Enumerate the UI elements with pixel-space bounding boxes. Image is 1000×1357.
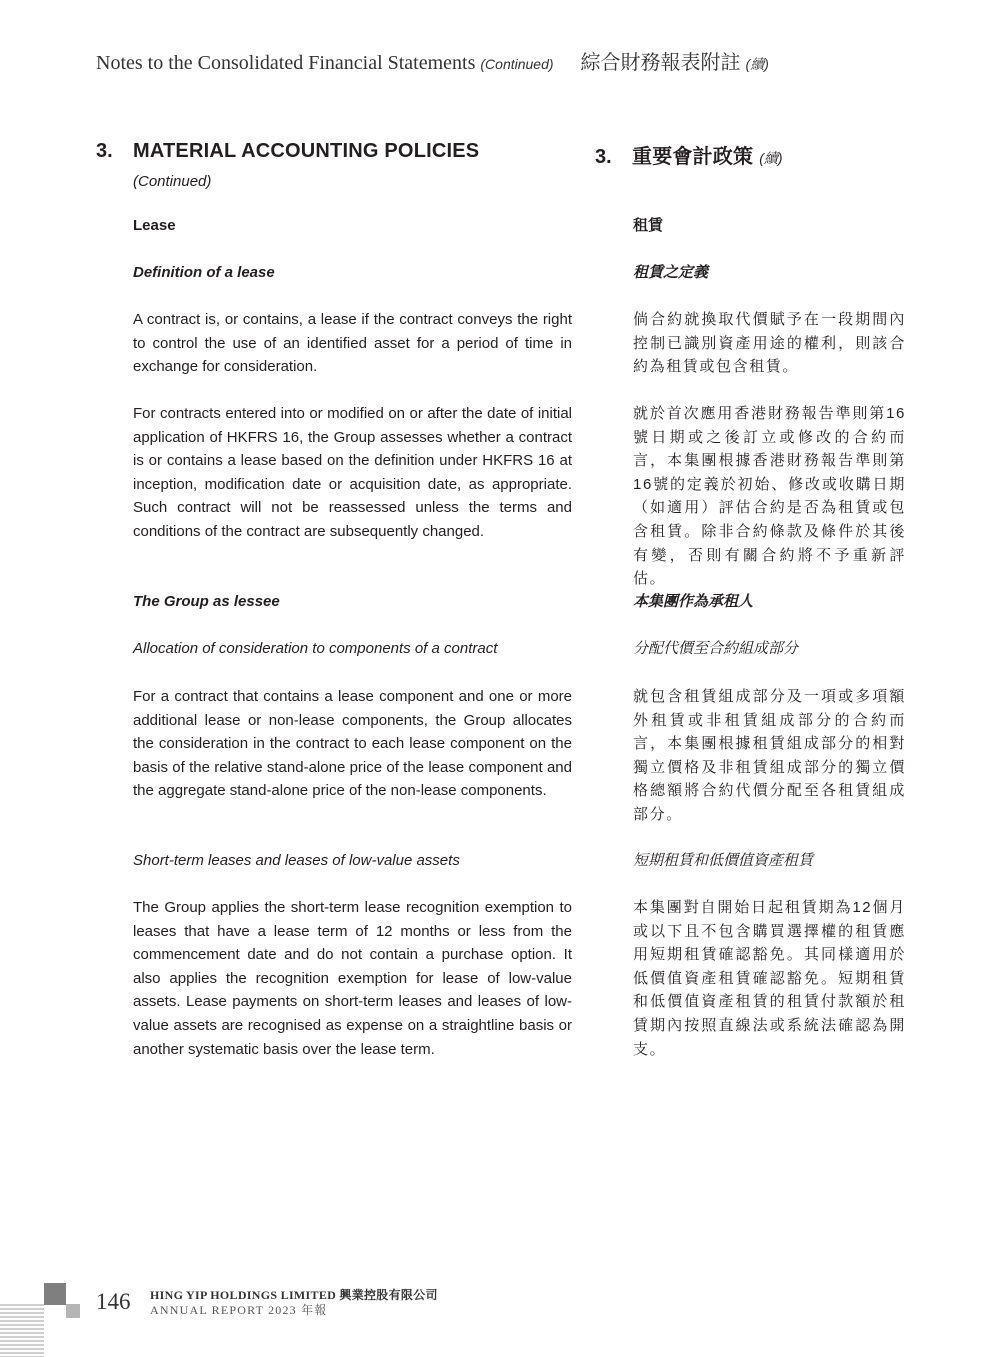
page-footer [0,1280,1000,1357]
footer-square-decoration [44,1283,66,1305]
definition-paragraph-zh: 倘合約就換取代價賦予在一段期間內控制已識別資產用途的權利，則該合約為租賃或包含租賃。 [633,311,906,376]
chinese-column [595,140,906,1058]
contracts-paragraph-en: For contracts entered into or modified on or after the date of initial application of HKFRS 16, the Group assesses whether a contract is or contains a lease based on the definition under HKFRS 16 at inception, modification date or acquisition date, as appropriate. Such contract will not be reassessed unless the terms and conditions of the contract are subsequently changed. [133,405,572,540]
section-heading-en [96,140,572,170]
shortterm-heading-zh: 短期租賃和低價值資產租賃 [633,852,814,869]
lease-heading-zh: 租賃 [633,217,664,234]
header-title-zh: 綜合財務報表附註 [580,52,741,74]
section-heading-zh [595,140,906,170]
contracts-paragraph-zh: 就於首次應用香港財務報告準則第16號日期或之後訂立或修改的合約而言，本集團根據香港財務報告準則第16號的定義於初始、修改或收購日期（如適用）評估合約是否為租賃或包含租賃。除非合約條款及條件於其後有變，否則有關合約將不予重新評估。 [633,405,906,588]
section-number-en: 3. [96,140,113,162]
definition-heading-zh: 租賃之定義 [633,264,709,281]
header-continued-en: (Continued) [480,56,554,72]
page-number: 146 [96,1289,131,1314]
header-title-en: Notes to the Consolidated Financial Statements [96,52,476,74]
allocation-paragraph-en: For a contract that contains a lease component and one or more additional lease or non-lease components, the Group allocates the consideration in the contract to each lease component on the basis of the relative stand-alone price of the lease component and the aggregate stand-alone price of the non-lease components. [133,688,572,800]
allocation-heading-zh: 分配代價至合約組成部分 [633,640,799,657]
section-continued-zh: (續) [759,150,783,166]
footer-small-square-decoration [66,1304,80,1318]
running-header [96,46,916,76]
allocation-heading-en: Allocation of consideration to components of a contract [133,640,498,657]
footer-company-name: HING YIP HOLDINGS LIMITED 興業控股有限公司 [150,1288,438,1302]
header-continued-zh: (續) [745,56,769,72]
footer-stripes-decoration [0,1304,44,1357]
section-continued-en: (Continued) [133,173,212,190]
lease-heading-en: Lease [133,217,176,234]
lessee-heading-zh: 本集團作為承租人 [633,593,754,610]
definition-paragraph-en: A contract is, or contains, a lease if the contract conveys the right to control the use of an identified asset for a period of time in exchange for consideration. [133,311,572,376]
english-column [96,140,572,1058]
shortterm-heading-en: Short-term leases and leases of low-value assets [133,852,460,869]
footer-report-name: ANNUAL REPORT 2023 年報 [150,1303,328,1317]
shortterm-paragraph-en: The Group applies the short-term lease recognition exemption to leases that have a lease term of 12 months or less from the commencement date and do not contain a purchase option. It also applies the recognition exemption for lease of low-value assets. Lease payments on short-term leases and leases of low-value assets are recognised as expense on a straightline basis or another systematic basis over the lease term. [133,899,572,1058]
section-number-zh: 3. [595,146,612,168]
shortterm-paragraph-zh: 本集團對自開始日起租賃期為12個月或以下且不包含購買選擇權的租賃應用短期租賃確認豁免。其同樣適用於低價值資產租賃確認豁免。短期租賃和低價值資產租賃的租賃付款額於租賃期內按照直線法或系統法確認為開支。 [633,899,906,1058]
lessee-heading-en: The Group as lessee [133,593,280,610]
section-title-zh: 重要會計政策 [632,146,754,168]
definition-heading-en: Definition of a lease [133,264,275,281]
allocation-paragraph-zh: 就包含租賃組成部分及一項或多項額外租賃或非租賃組成部分的合約而言，本集團根據租賃組成部分的相對獨立價格及非租賃組成部分的獨立價格總額將合約代價分配至各租賃組成部分。 [633,688,906,823]
section-title-en: MATERIAL ACCOUNTING POLICIES [133,140,480,162]
